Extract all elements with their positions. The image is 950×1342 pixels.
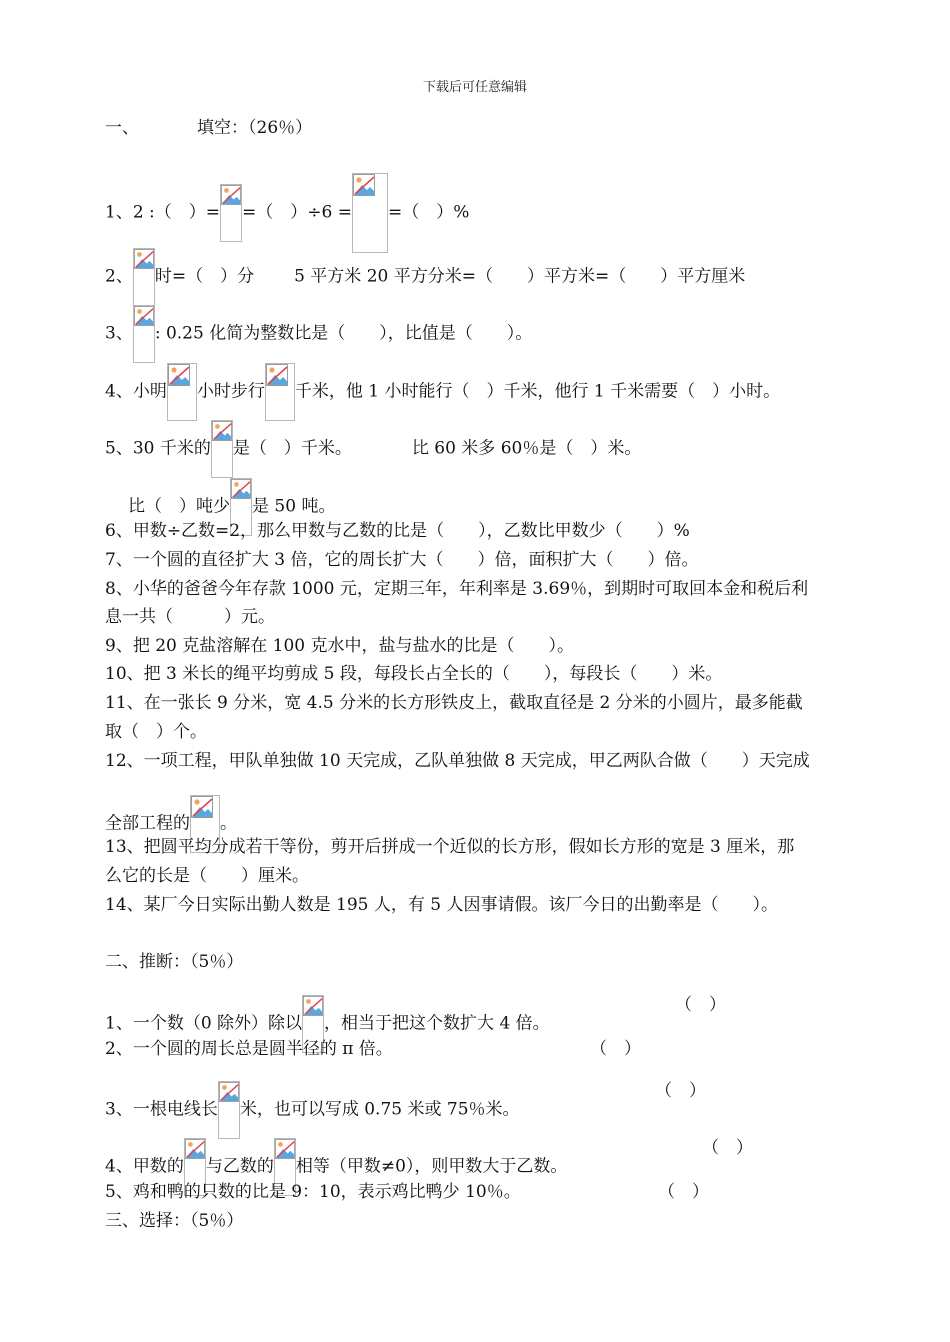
question-8-line-1: 8、小华的爸爸今年存款 1000 元，定期三年，年利率是 3.69％，到期时可取回本金和税后利 xyxy=(105,579,809,599)
question-9: 9、把 20 克盐溶解在 100 克水中，盐与盐水的比是（ ）。 xyxy=(105,636,575,656)
page-header: 下载后可任意编辑 xyxy=(422,80,527,95)
broken-image-glyph xyxy=(266,364,288,386)
section-1-number: 一、 xyxy=(105,118,139,138)
question-11-line-2: 取（ ）个。 xyxy=(105,722,207,742)
broken-image-glyph xyxy=(134,249,154,269)
fraction-image-icon xyxy=(352,173,388,253)
question-12-line-2: 全部工程的 。 xyxy=(105,795,237,853)
section-1-heading: 填空：（26％） xyxy=(197,118,313,138)
question-13-line-2: 么它的长是（ ）厘米。 xyxy=(105,866,309,886)
broken-image-glyph xyxy=(168,364,190,386)
broken-image-glyph xyxy=(303,996,323,1016)
question-10: 10、把 3 米长的绳平均剪成 5 段，每段长占全长的（ ），每段长（ ）米。 xyxy=(105,664,723,684)
judgement-2: 2、一个圆的周长总是圆半径的 π 倍。 xyxy=(105,1039,393,1059)
fraction-image-icon xyxy=(133,248,155,306)
question-4: 4、小明 小时步行 千米，他 1 小时能行（ ）千米，他行 1 千米需要（ ）小时。 xyxy=(105,363,780,421)
judgement-1: 1、一个数（0 除外）除以 ，相当于把这个数扩大 4 倍。 xyxy=(105,995,550,1053)
question-14: 14、某厂今日实际出勤人数是 195 人，有 5 人因事请假。该厂今日的出勤率是（ ）。 xyxy=(105,895,779,915)
question-3: 3、 : 0.25 化简为整数比是（ ），比值是（ ）。 xyxy=(105,305,532,363)
broken-image-glyph xyxy=(191,796,213,818)
question-6: 6、甲数÷乙数=2，那么甲数与乙数的比是（ ），乙数比甲数少（ ）% xyxy=(105,521,690,541)
judgement-5-answer: （ ） xyxy=(658,1182,709,1202)
section-2-title: 二、推断：（5％） xyxy=(105,952,244,972)
question-5-continued: 比（ ）吨少 是 50 吨。 xyxy=(128,478,335,536)
broken-image-glyph xyxy=(212,421,232,441)
question-5: 5、30 千米的 是（ ）千米。 比 60 米多 60％是（ ）米。 xyxy=(105,420,641,478)
judgement-3: 3、一根电线长 米，也可以写成 0.75 米或 75％米。 xyxy=(105,1081,520,1139)
fraction-image-icon xyxy=(133,305,155,363)
fraction-image-icon xyxy=(211,420,233,478)
question-1: 1、2 :（ ）= =（ ）÷6 = =（ ）% xyxy=(105,173,469,253)
question-13-line-1: 13、把圆平均分成若干等份，剪开后拼成一个近似的长方形，假如长方形的宽是 3 厘米，那 xyxy=(105,837,795,857)
judgement-5: 5、鸡和鸭的只数的比是 9：10，表示鸡比鸭少 10％。 xyxy=(105,1182,521,1202)
broken-image-glyph xyxy=(231,479,251,499)
broken-image-glyph xyxy=(353,174,375,196)
section-1-title xyxy=(105,118,312,138)
question-7: 7、一个圆的直径扩大 3 倍，它的周长扩大（ ）倍，面积扩大（ ）倍。 xyxy=(105,550,699,570)
broken-image-glyph xyxy=(134,306,154,326)
section-3-title: 三、选择：（5％） xyxy=(105,1211,244,1231)
fraction-image-icon xyxy=(167,363,197,421)
broken-image-glyph xyxy=(275,1139,295,1159)
question-12-line-1: 12、一项工程，甲队单独做 10 天完成，乙队单独做 8 天完成，甲乙两队合做（ ）天完成 xyxy=(105,751,810,771)
judgement-1-answer: （ ） xyxy=(675,995,726,1015)
question-2: 2、 时=（ ）分 5 平方米 20 平方分米=（ ）平方米=（ ）平方厘米 xyxy=(105,248,745,306)
broken-image-glyph xyxy=(221,185,241,205)
broken-image-glyph xyxy=(219,1082,239,1102)
question-8-line-2: 息一共（ ）元。 xyxy=(105,607,275,627)
judgement-4-answer: （ ） xyxy=(702,1138,753,1158)
judgement-4: 4、甲数的 与乙数的 相等（甲数≠0），则甲数大于乙数。 xyxy=(105,1138,567,1196)
fraction-image-icon xyxy=(218,1081,240,1139)
fraction-image-icon xyxy=(220,184,242,242)
judgement-2-answer: （ ） xyxy=(590,1039,641,1059)
judgement-3-answer: （ ） xyxy=(655,1081,706,1101)
question-11-line-1: 11、在一张长 9 分米，宽 4.5 分米的长方形铁皮上，截取直径是 2 分米的小圆片，最多能截 xyxy=(105,693,803,713)
broken-image-glyph xyxy=(185,1139,205,1159)
fraction-image-icon xyxy=(265,363,295,421)
